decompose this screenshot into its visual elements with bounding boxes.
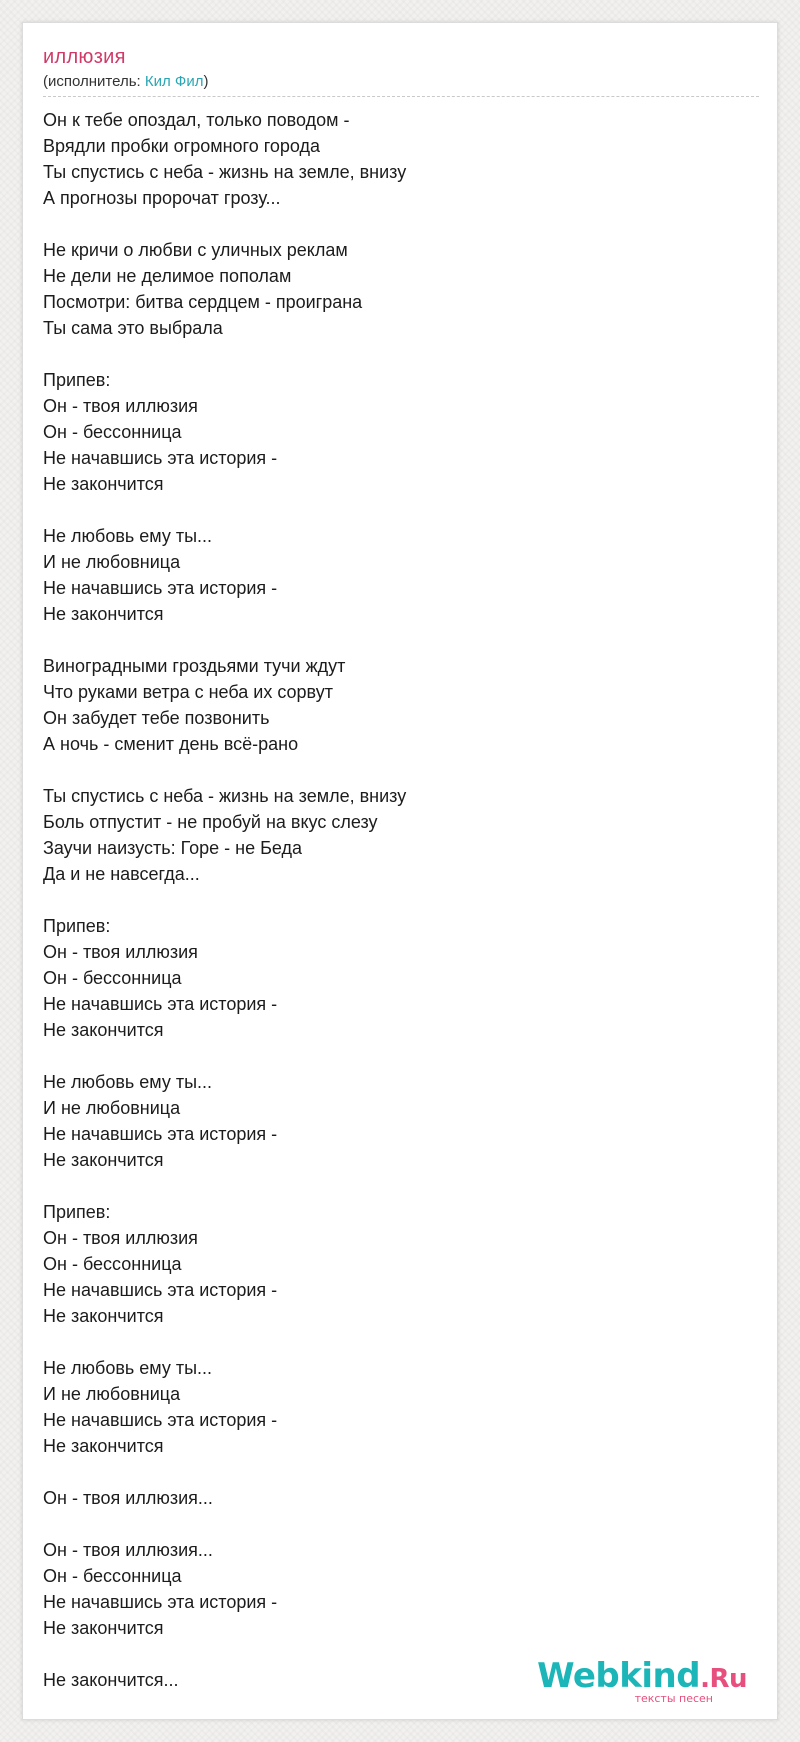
artist-link[interactable]: Кил Фил xyxy=(144,73,204,90)
logo-brand: Webkind xyxy=(537,1656,701,1696)
logo-tagline: тексты песен xyxy=(634,1692,713,1705)
artist-byline xyxy=(43,73,208,91)
site-watermark-logo xyxy=(537,1658,747,1705)
dashed-divider xyxy=(43,96,759,97)
lyrics-card xyxy=(22,22,778,1720)
logo-tld: .Ru xyxy=(700,1664,747,1694)
byline-suffix: ) xyxy=(203,73,209,90)
song-title: иллюзия xyxy=(43,46,126,68)
byline-prefix: (исполнитель: xyxy=(43,73,145,90)
lyrics-text: Он к тебе опоздал, только поводом - Врядли пробки огромного города Ты спустись с неба - жизнь на земле, внизу А прогнозы пророчат грозу... Не кричи о любви с уличных реклам Не дели не делимое пополам Посмотри: битва сердцем - проиграна Ты сама это выбрала Припев: Он - твоя иллюзия Он - бессонница Не начавшись эта история - Не закончится Не любовь ему ты... И не любовница Не начавшись эта история - Не закончится Виноградными гроздьями тучи ждут Что руками ветра с неба их сорвут Он забудет тебе позвонить А ночь - сменит день всё-рано Ты спустись с неба - жизнь на земле, внизу Боль отпустит - не пробуй на вкус слезу Заучи наизусть: Горе - не Беда Да и не навсегда... Припев: Он - твоя иллюзия Он - бессонница Не начавшись эта история - Не закончится Не любовь ему ты... И не любовница Не начавшись эта история - Не закончится Припев: Он - твоя иллюзия Он - бессонница Не начавшись эта история - Не закончится Не любовь ему ты... И не любовница Не начавшись эта история - Не закончится Он - твоя иллюзия... Он - твоя иллюзия... Он - бессонница Не начавшись эта история - Не закончится Не закончится... xyxy=(43,110,407,1690)
